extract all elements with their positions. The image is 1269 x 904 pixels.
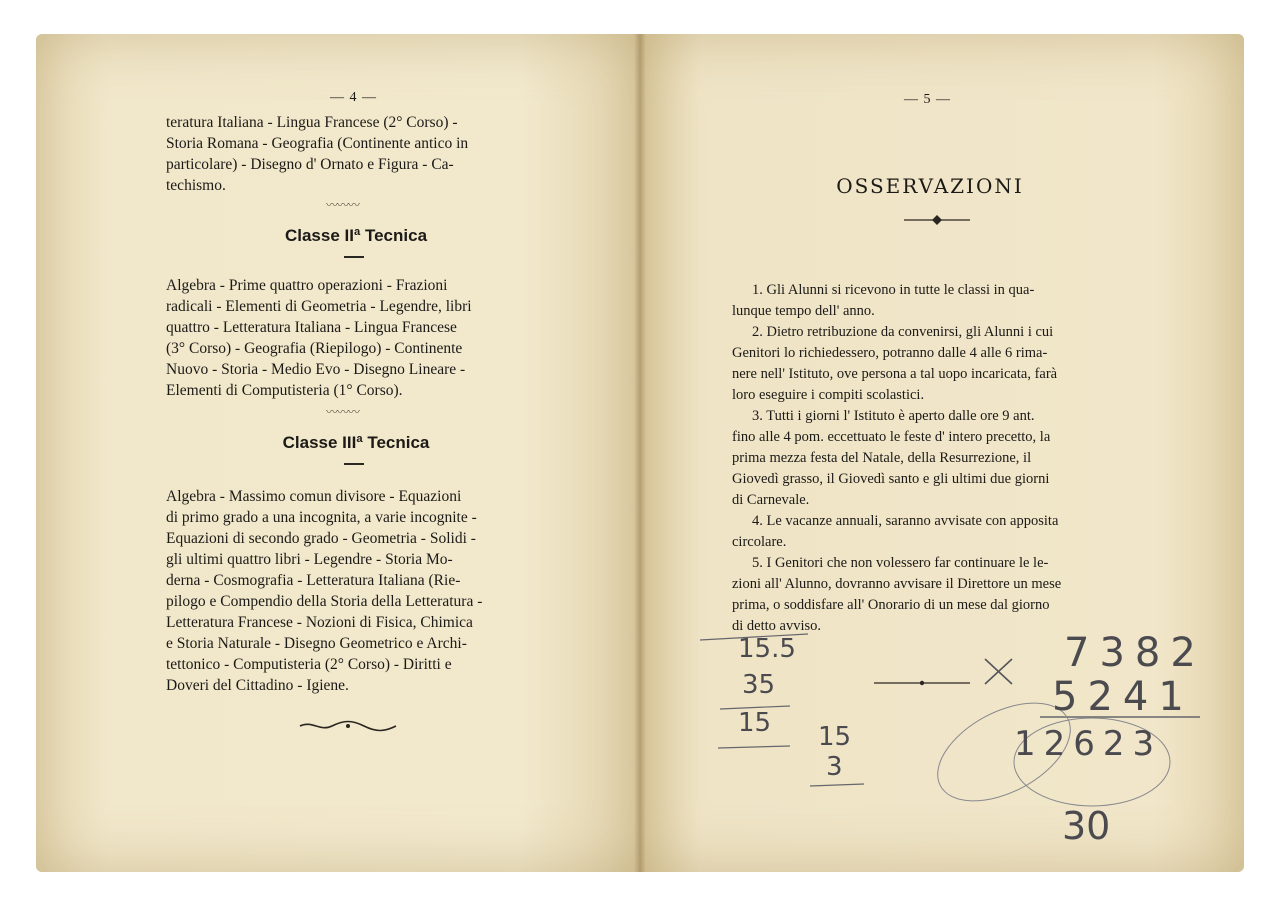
text-line: Letteratura Francese - Nozioni di Fisica, Chimica [166,614,473,631]
intro-text [166,112,544,196]
text-line: Elementi di Computisteria (1° Corso). [166,382,403,399]
text-line: Algebra - Prime quattro operazioni - Frazioni [166,277,448,294]
text-line: teratura Italiana - Lingua Francese (2° Corso) - [166,114,458,131]
text-line: 4. Le vacanze annuali, saranno avvisate con apposita [752,513,1059,529]
text-line: prima, o soddisfare all' Onorario di un mese dal giorno [732,597,1050,613]
text-line: nere nell' Istituto, ove persona a tal uopo incaricata, farà [732,366,1058,382]
class-3-text [166,486,544,696]
pencil-number: 15 [738,708,772,738]
text-line: pilogo e Compendio della Storia della Letteratura - [166,593,483,610]
wavy-divider: 〰〰〰 [326,405,360,419]
text-line: zioni all' Alunno, dovranno avvisare il Direttore un mese [732,576,1062,592]
left-page [36,34,640,872]
text-line: 2. Dietro retribuzione da convenirsi, gli Alunni i cui [752,324,1054,340]
pencil-number: 30 [1062,804,1111,848]
text-line: radicali - Elementi di Geometria - Legendre, libri [166,298,472,315]
pencil-number: 35 [742,670,776,700]
text-line: 5. I Genitori che non volessero far continuare le le- [752,555,1049,571]
page-number-left: — 4 — [330,90,377,105]
pencil-number: 3 [826,752,843,782]
class-3-title: Classe IIIª Tecnica [282,433,430,452]
text-line: Storia Romana - Geografia (Continente antico in [166,135,469,152]
ornament-divider [298,718,398,734]
open-booklet [36,34,1244,872]
text-line: e Storia Naturale - Disegno Geometrico e Archi- [166,635,467,652]
text-line: Giovedì grasso, il Giovedì santo e gli ultimi due giorni [732,471,1050,487]
observations-title: OSSERVAZIONI [836,174,1024,198]
text-line: 3. Tutti i giorni l' Istituto è aperto dalle ore 9 ant. [752,408,1035,424]
text-line: prima mezza festa del Natale, della Resurrezione, il [732,450,1032,466]
pencil-number: 12623 [1014,724,1163,764]
right-page [640,34,1244,872]
text-line: Equazioni di secondo grado - Geometria - Solidi - [166,530,476,547]
title-dash [344,463,364,465]
page-number-right: — 5 — [904,92,951,107]
text-line: loro eseguire i compiti scolastici. [732,387,925,403]
text-line: Genitori lo richiedessero, potranno dalle 4 alle 6 rima- [732,345,1048,361]
text-line: quattro - Letteratura Italiana - Lingua Francese [166,319,457,336]
text-line: tettonico - Computisteria (2° Corso) - Diritti e [166,656,452,673]
text-line: particolare) - Disegno d' Ornato e Figura - Ca- [166,156,454,173]
text-line: fino alle 4 pom. eccettuato le feste d' intero precetto, la [732,429,1051,445]
text-line: (3° Corso) - Geografia (Riepilogo) - Continente [166,340,463,357]
class-2-title: Classe IIª Tecnica [284,226,428,245]
pencil-number: 15 [818,722,852,752]
text-line: Doveri del Cittadino - Igiene. [166,677,349,694]
text-line: Nuovo - Storia - Medio Evo - Disegno Lineare - [166,361,466,378]
text-line: Algebra - Massimo comun divisore - Equazioni [166,488,462,505]
text-line: di primo grado a una incognita, a varie incognite - [166,509,477,526]
text-line: lunque tempo dell' anno. [732,303,875,319]
text-line: gli ultimi quattro libri - Legendre - Storia Mo- [166,551,453,568]
text-line: di Carnevale. [732,492,810,508]
text-line: techismo. [166,177,226,194]
text-line: circolare. [732,534,787,550]
booklet-spine [634,34,646,872]
text-line: derna - Cosmografia - Letteratura Italiana (Rie- [166,572,461,589]
title-dash [344,256,364,258]
pencil-number: 15.5 [738,634,796,664]
class-2-text [166,275,544,401]
text-line: di detto avviso. [732,618,822,634]
pencil-number: 5241 [1052,674,1194,720]
pencil-number: 7382 [1064,630,1206,676]
text-line: 1. Gli Alunni si ricevono in tutte le classi in qua- [752,282,1035,298]
wavy-divider: 〰〰〰 [326,198,360,212]
